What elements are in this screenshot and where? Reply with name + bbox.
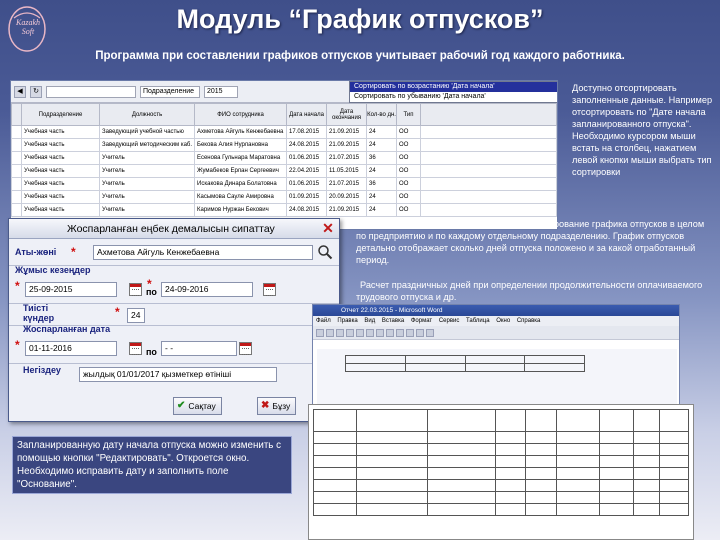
table-cell: Заведующий методическим каб. xyxy=(100,139,195,152)
doc-cell: 17.08.2015 xyxy=(556,432,599,444)
doc-cell xyxy=(465,364,525,372)
doc-header-cell: Табельный номер xyxy=(495,410,526,432)
table-cell: Бекова Алия Нурлановна xyxy=(195,139,287,152)
doc-cell: Ахметова Айгуль Кенжебаевна xyxy=(428,432,496,444)
to-label: по xyxy=(146,287,157,297)
work-period-label: Жұмыс кезеңдер xyxy=(15,265,91,275)
doc-cell xyxy=(405,364,465,372)
table-cell: Учитель xyxy=(100,204,195,217)
doc-cell: Учебная часть xyxy=(314,504,357,516)
doc-cell: Учитель xyxy=(357,468,428,480)
spell-icon[interactable] xyxy=(366,329,374,337)
table-cell: 01.06.2015 xyxy=(287,152,327,165)
table-cell: ОО xyxy=(397,191,421,204)
doc-cell xyxy=(633,504,659,516)
doc-cell: Учебная часть xyxy=(314,444,357,456)
edit-date-callout: Запланированную дату начала отпуска можно изменить с помощью кнопки "Редактировать". Откроется окно. Необходимо исправить дату и заполнить поле "Основание". xyxy=(12,436,292,494)
col-department[interactable]: Подразделение xyxy=(22,104,100,126)
doc-cell xyxy=(600,456,633,468)
reason-field[interactable]: жылдық 01/01/2017 қызметкер өтініші xyxy=(79,367,277,382)
doc-header-cell: Дата фактическая xyxy=(600,410,633,432)
row-marker[interactable] xyxy=(12,152,22,165)
table-cell: ОО xyxy=(397,126,421,139)
table-cell: 22.04.2015 xyxy=(287,165,327,178)
year-select[interactable]: 2015 xyxy=(204,86,238,98)
doc-header-cell: Примечание xyxy=(659,410,688,432)
doc-cell xyxy=(633,468,659,480)
table-cell: 11.05.2015 xyxy=(327,165,367,178)
table-row[interactable] xyxy=(12,165,557,178)
table-row xyxy=(314,456,689,468)
doc-cell: 24 xyxy=(526,432,557,444)
doc-cell xyxy=(633,444,659,456)
doc-cell: 01.09.2015 xyxy=(556,492,599,504)
table-cell xyxy=(421,204,557,217)
table-row[interactable] xyxy=(12,126,557,139)
word-menu-bar[interactable]: Файл Правка Вид Вставка Формат Сервис Таблица Окно Справка xyxy=(313,316,679,326)
doc-header-cell: Перенос отпуска xyxy=(633,410,659,432)
table-cell xyxy=(421,178,557,191)
row-marker[interactable] xyxy=(12,126,22,139)
days-label: Тиісті күндер xyxy=(23,303,55,323)
required-star-icon: * xyxy=(147,277,152,291)
slide-subtitle: Программа при составлении графиков отпусков учитывает рабочий год каждого работника. xyxy=(95,50,625,62)
new-icon[interactable] xyxy=(316,329,324,337)
refresh-icon[interactable]: ↻ xyxy=(30,86,42,98)
calendar-icon[interactable] xyxy=(129,342,142,355)
table-row[interactable] xyxy=(12,139,557,152)
doc-cell xyxy=(659,480,688,492)
table-row[interactable] xyxy=(12,191,557,204)
doc-cell xyxy=(659,444,688,456)
close-icon[interactable]: ✕ xyxy=(322,220,334,236)
table-cell: 21.07.2015 xyxy=(327,178,367,191)
table-cell: ОО xyxy=(397,139,421,152)
doc-cell xyxy=(659,456,688,468)
auto-analysis-note: Автоматический анализ по сотруднику, формирование графика отпусков в целом по предприятию и по каждому отдельному подразделению. График отпусков детально отображает сколько дней отпуска положено и за какой отработанный период. xyxy=(356,219,705,265)
doc-cell xyxy=(600,492,633,504)
doc-cell: Касымова Сауле Амировна xyxy=(428,492,496,504)
cancel-button-label: Бұзу xyxy=(272,401,291,411)
table-cell: 01.06.2015 xyxy=(287,178,327,191)
doc-cell xyxy=(465,356,525,364)
table-cell: Касымова Сауле Амировна xyxy=(195,191,287,204)
doc-cell: 01.06.2015 xyxy=(556,480,599,492)
slide-title: Модуль “График отпусков” xyxy=(176,4,544,34)
table-cell xyxy=(421,165,557,178)
save-icon[interactable] xyxy=(336,329,344,337)
word-title-bar: Отчет 22.03.2015 - Microsoft Word xyxy=(313,305,679,316)
table-row xyxy=(314,504,689,516)
sort-descending-item[interactable]: Сортировать по убыванию 'Дата начала' xyxy=(354,93,486,100)
holiday-note: Расчет праздничных дней при определении продолжительности оплачиваемого трудового отпуска и др. xyxy=(356,280,703,302)
doc-cell: 36 xyxy=(526,480,557,492)
table-cell: 36 xyxy=(367,152,397,165)
doc-cell: Есенова Гульнара Маратовна xyxy=(428,456,496,468)
period-start-field[interactable]: 25-09-2015 xyxy=(25,282,117,297)
row-marker[interactable] xyxy=(12,139,22,152)
doc-header-cell: Фамилия, имя, отчество xyxy=(428,410,496,432)
doc-cell: Учебная часть xyxy=(314,432,357,444)
table-cell: Учебная часть xyxy=(22,152,100,165)
doc-header-cell: Должность xyxy=(357,410,428,432)
table-header-row xyxy=(12,104,557,126)
table-row[interactable] xyxy=(12,152,557,165)
search-icon[interactable] xyxy=(317,244,333,260)
required-star-icon: * xyxy=(115,305,120,319)
preview-icon[interactable] xyxy=(356,329,364,337)
table-cell xyxy=(421,139,557,152)
calendar-icon[interactable] xyxy=(129,283,142,296)
doc-cell xyxy=(346,364,406,372)
doc-cell: Учебная часть xyxy=(314,480,357,492)
doc-cell xyxy=(633,456,659,468)
doc-schedule-table xyxy=(313,409,689,516)
table-cell: 24 xyxy=(367,139,397,152)
table-cell: Учебная часть xyxy=(22,204,100,217)
table-row xyxy=(314,432,689,444)
doc-cell xyxy=(525,356,585,364)
doc-cell: 24 xyxy=(526,468,557,480)
table-cell: Учитель xyxy=(100,178,195,191)
doc-cell: 3 xyxy=(495,504,526,516)
col-end-date[interactable]: Дата окончания xyxy=(327,104,367,126)
checkmark-icon: ✔ xyxy=(177,400,186,411)
table-cell: Учитель xyxy=(100,191,195,204)
table-cell xyxy=(421,126,557,139)
doc-cell xyxy=(659,504,688,516)
table-cell: 24.08.2015 xyxy=(287,204,327,217)
doc-cell: Учебная часть xyxy=(314,492,357,504)
doc-cell: 4 xyxy=(495,432,526,444)
cut-icon[interactable] xyxy=(376,329,384,337)
row-marker[interactable] xyxy=(12,204,22,217)
doc-cell xyxy=(633,432,659,444)
doc-cell: 24.08.2015 xyxy=(556,504,599,516)
table-cell: Есенова Гульнара Маратовна xyxy=(195,152,287,165)
period-end-field[interactable]: 24-09-2016 xyxy=(161,282,253,297)
table-cell xyxy=(421,191,557,204)
doc-cell xyxy=(346,356,406,364)
table-icon[interactable] xyxy=(426,329,434,337)
doc-cell xyxy=(525,364,585,372)
doc-cell xyxy=(633,492,659,504)
required-star-icon: * xyxy=(71,245,76,259)
table-cell: 21.09.2015 xyxy=(327,126,367,139)
doc-cell: 36 xyxy=(526,456,557,468)
col-start-date[interactable]: Дата начала xyxy=(287,104,327,126)
planned-date-label: Жоспарланған дата xyxy=(23,324,111,334)
doc-cell: Каримов Нуржан Бекович xyxy=(428,504,496,516)
col-extra xyxy=(421,104,557,126)
table-row xyxy=(314,480,689,492)
doc-cell: 24 xyxy=(526,492,557,504)
table-cell: 21.09.2015 xyxy=(327,139,367,152)
row-marker-header xyxy=(12,104,22,126)
redo-icon[interactable] xyxy=(416,329,424,337)
table-row xyxy=(346,364,585,372)
doc-cell: Искакова Динара Болатовна xyxy=(428,480,496,492)
table-cell: 24 xyxy=(367,126,397,139)
doc-cell: 14 xyxy=(495,468,526,480)
table-header-row xyxy=(314,410,689,432)
doc-cell: Бекова Алия Нурлановна xyxy=(428,444,496,456)
required-star-icon: * xyxy=(15,338,20,352)
cancel-button[interactable] xyxy=(257,397,296,415)
table-cell xyxy=(421,152,557,165)
col-position[interactable]: Должность xyxy=(100,104,195,126)
doc-cell xyxy=(659,468,688,480)
doc-cell xyxy=(600,432,633,444)
doc-cell xyxy=(600,504,633,516)
table-cell: 20.09.2015 xyxy=(327,191,367,204)
table-cell: Учитель xyxy=(100,152,195,165)
table-cell: Учебная часть xyxy=(22,191,100,204)
vacation-table xyxy=(11,103,557,217)
copy-icon[interactable] xyxy=(386,329,394,337)
row-marker[interactable] xyxy=(12,191,22,204)
planned-end-field[interactable]: - - xyxy=(161,341,237,356)
paste-icon[interactable] xyxy=(396,329,404,337)
doc-cell xyxy=(600,480,633,492)
planned-start-field[interactable]: 01-11-2016 xyxy=(25,341,117,356)
undo-icon[interactable] xyxy=(406,329,414,337)
table-cell: Учебная часть xyxy=(22,139,100,152)
col-days[interactable]: Кол-во дн. xyxy=(367,104,397,126)
doc-cell: 01.06.2015 xyxy=(556,456,599,468)
doc-cell: Учитель xyxy=(357,492,428,504)
doc-cell: 24.08.2015 xyxy=(556,444,599,456)
department-select[interactable]: Подразделение xyxy=(140,86,200,98)
doc-cell: Жумабеков Ерлан Сергеевич xyxy=(428,468,496,480)
calendar-icon[interactable] xyxy=(263,283,276,296)
sort-ascending-item[interactable]: Сортировать по возрастанию 'Дата начала' xyxy=(350,82,558,92)
separator xyxy=(9,303,339,304)
doc-cell: Заведующий методическим каб. xyxy=(357,444,428,456)
table-cell: Учитель xyxy=(100,165,195,178)
dialog-body xyxy=(9,239,339,422)
doc-cell: Учитель xyxy=(357,480,428,492)
to-label: по xyxy=(146,347,157,357)
table-cell: Учебная часть xyxy=(22,126,100,139)
table-row[interactable] xyxy=(12,178,557,191)
days-field[interactable]: 24 xyxy=(127,308,145,323)
table-cell: 21.07.2015 xyxy=(327,152,367,165)
table-cell: 01.09.2015 xyxy=(287,191,327,204)
doc-header-cell: Количество дней xyxy=(526,410,557,432)
table-cell: ОО xyxy=(397,165,421,178)
table-cell: Каримов Нуржан Бекович xyxy=(195,204,287,217)
doc-header-cell: Структурное подразделение xyxy=(314,410,357,432)
doc-cell: 17 xyxy=(495,456,526,468)
sort-note: Доступно отсортировать заполненные данные. Например отсортировать по "Дате начала запланированного отпуска". Необходимо курсором мыши встать на столбец, нажатием левой кнопки мыши выбрать тип сортировки xyxy=(572,83,713,177)
reason-label: Негіздеу xyxy=(23,365,61,375)
vacation-table-window xyxy=(10,80,558,230)
table-cell: ОО xyxy=(397,152,421,165)
table-cell: 36 xyxy=(367,178,397,191)
table-cell: Искакова Динара Болатовна xyxy=(195,178,287,191)
doc-cell xyxy=(405,356,465,364)
calendar-icon[interactable] xyxy=(239,342,252,355)
doc-cell: 4 xyxy=(495,492,526,504)
separator xyxy=(9,363,339,364)
sort-context-menu xyxy=(349,81,558,103)
table-cell: Учебная часть xyxy=(22,178,100,191)
row-marker[interactable] xyxy=(12,165,22,178)
doc-cell: 32 xyxy=(495,480,526,492)
row-marker[interactable] xyxy=(12,178,22,191)
table-cell: 21.09.2015 xyxy=(327,204,367,217)
doc-cell: 24 xyxy=(526,504,557,516)
doc-cell: Учебная часть xyxy=(314,468,357,480)
doc-cell: 22.04.2015 xyxy=(556,468,599,480)
table-cell: Заведующий учебной частью xyxy=(100,126,195,139)
doc-cell xyxy=(600,468,633,480)
table-cell: Учебная часть xyxy=(22,165,100,178)
save-button-label: Сақтау xyxy=(188,401,216,411)
table-cell: ОО xyxy=(397,204,421,217)
doc-cell: Заведующий учебной частью xyxy=(357,432,428,444)
employee-label: Аты-жөні xyxy=(15,247,57,257)
dialog-title: Жоспарланған еңбек демалысын сипаттау xyxy=(9,219,339,239)
print-icon[interactable] xyxy=(346,329,354,337)
doc-cell: 22 xyxy=(495,444,526,456)
word-toolbar xyxy=(313,326,679,340)
doc-cell xyxy=(600,444,633,456)
col-employee[interactable]: ФИО сотрудника xyxy=(195,104,287,126)
vacation-edit-dialog xyxy=(8,218,340,422)
table-row xyxy=(346,356,585,364)
col-type[interactable]: Тип xyxy=(397,104,421,126)
doc-cell xyxy=(659,432,688,444)
table-cell: 24 xyxy=(367,165,397,178)
doc-header-cell: Дата запланированная xyxy=(556,410,599,432)
table-cell: 24 xyxy=(367,191,397,204)
doc-cell: 24 xyxy=(526,444,557,456)
table-row[interactable] xyxy=(12,204,557,217)
table-cell: Жумабеков Ерлан Сергеевич xyxy=(195,165,287,178)
period-select[interactable] xyxy=(46,86,136,98)
logo-text: Kazakh Soft xyxy=(16,18,40,36)
doc-cell: Учитель xyxy=(357,504,428,516)
employee-field[interactable]: Ахметова Айгуль Кенжебаевна xyxy=(93,245,313,260)
table-row xyxy=(314,444,689,456)
doc-cell xyxy=(659,492,688,504)
table-cell: 24.08.2015 xyxy=(287,139,327,152)
back-icon[interactable]: ◀ xyxy=(14,86,26,98)
cancel-icon: ✖ xyxy=(261,400,270,411)
table-row xyxy=(314,468,689,480)
open-icon[interactable] xyxy=(326,329,334,337)
save-button[interactable] xyxy=(173,397,222,415)
table-cell: ОО xyxy=(397,178,421,191)
table-row xyxy=(314,492,689,504)
vacation-schedule-document xyxy=(308,404,694,540)
doc-cell: Учебная часть xyxy=(314,456,357,468)
required-star-icon: * xyxy=(15,279,20,293)
table-cell: 24 xyxy=(367,204,397,217)
doc-header-table xyxy=(345,355,585,372)
doc-cell xyxy=(633,480,659,492)
table-cell: Ахметова Айгуль Кенжебаевна xyxy=(195,126,287,139)
doc-cell: Учитель xyxy=(357,456,428,468)
table-cell: 17.08.2015 xyxy=(287,126,327,139)
